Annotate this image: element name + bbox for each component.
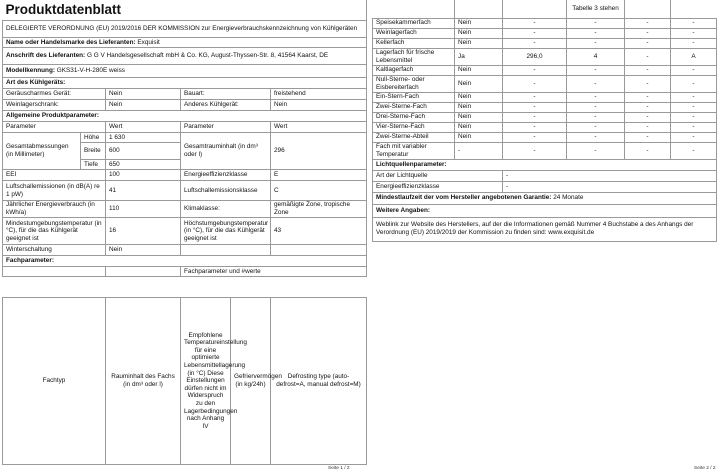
light-type-label: Art der Lichtquelle [373,170,503,181]
model-id: GKS31-V-H-280E weiss [56,67,125,75]
winter-mode-label: Winterschaltung [3,245,106,256]
other-appliance-label: Anderes Kühlgerät: [181,100,271,111]
compartment-volume: - [503,102,567,112]
value-header-2: Wert [271,122,367,133]
climate-class-value: gemäßigte Zone, tropische Zone [271,201,367,218]
compartment-temp: - [567,28,625,38]
compartment-freeze: - [625,28,671,38]
compartment-defrost: - [671,132,717,142]
compartment-present: Nein [455,102,503,112]
compartment-temp: - [567,65,625,75]
compartment-row [373,75,717,92]
compartment-row [373,92,717,102]
noise-class-label: Luftschallemissionsklasse [181,181,271,201]
compartment-temp: 4 [567,48,625,65]
compartment-freeze: - [625,38,671,48]
compartment-defrost: - [671,142,717,159]
supplier-name-row [3,38,367,48]
compartment-rows [373,18,717,159]
compartment-defrost: - [671,38,717,48]
design-value: freistehend [271,89,367,100]
compartment-freeze: - [625,122,671,132]
compartment-present: - [455,142,503,159]
compartment-freeze: - [625,75,671,92]
light-class-value: - [503,181,717,192]
compartment-present: Nein [455,112,503,122]
page-number-2: Seite 2 / 2 [694,466,716,471]
min-temp-label: Mindestumgebungstemperatur (in °C), für die das Kühlgerät geeignet ist [3,218,106,245]
compartment-defrost: - [671,18,717,28]
compartment-params-header: Fachparameter und #werte [181,267,367,277]
param-header-2: Parameter [181,122,271,133]
page-title: Produktdatenblatt [3,0,367,21]
height-value: 1 630 [106,133,181,143]
compartment-name: Drei-Sterne-Fach [373,112,455,122]
table-3-note: Tabelle 3 stehen [567,0,625,18]
width-value: 600 [106,143,181,160]
compartment-temp: - [567,92,625,102]
compartment-temp: - [567,112,625,122]
compartment-row [373,38,717,48]
compartment-row [373,65,717,75]
compartment-name: Zwei-Sterne-Fach [373,102,455,112]
height-label: Höhe [81,133,106,143]
compartment-temp: - [567,102,625,112]
compartment-present: Nein [455,132,503,142]
light-type-value: - [503,170,717,181]
compartment-defrost: A [671,48,717,65]
dimensions-label: Gesamtabmessungen (in Millimeter) [3,133,81,170]
warranty-row [373,192,717,204]
compartment-defrost: - [671,28,717,38]
compartment-volume: - [503,112,567,122]
min-temp-value: 16 [106,218,181,245]
col-recommended-temp: Empfohlene Temperatureinstellung für eine optimierte Lebensmittellagerung (in °C) Diese Einstellungen dürfen nicht im Widerspruch zu den Lagerbedingungen nach Anhang IV [181,298,231,465]
compartment-defrost: - [671,65,717,75]
compartment-defrost: - [671,122,717,132]
compartment-freeze: - [625,48,671,65]
eei-value: 100 [106,170,181,181]
model-label: Modellkennung: [6,67,55,75]
noise-class-value: C [271,181,367,201]
compartment-name: Ein-Stern-Fach [373,92,455,102]
product-data-sheet-page-1 [2,0,367,277]
depth-value: 650 [106,160,181,170]
appliance-type-heading: Art des Kühlgeräts: [3,78,367,89]
compartment-volume: 296,0 [503,48,567,65]
supplier-name-label: Name oder Handelsmarke des Lieferanten: [6,38,136,46]
product-data-sheet-page-2 [372,0,717,242]
wine-cabinet-label: Weinlagerschrank: [3,100,106,111]
compartment-defrost: - [671,102,717,112]
compartment-volume: - [503,92,567,102]
width-label: Breite [81,143,106,160]
compartment-present: Nein [455,75,503,92]
supplier-address: G G V Handelsgesellschaft mbH & Co. KG, August-Thyssen-Str. 8, 41564 Kaarst, DE [86,52,329,60]
compartment-row [373,142,717,159]
compartment-temp: - [567,18,625,28]
energy-class-value: E [271,170,367,181]
regulation-text: DELEGIERTE VERORDNUNG (EU) 2019/2016 DER KOMMISSION zur Energieverbrauchskennzeichnung von Kühlgeräten [3,21,367,38]
annual-energy-value: 110 [106,201,181,218]
design-label: Bauart: [181,89,271,100]
compartment-defrost: - [671,92,717,102]
more-info-heading: Weitere Angaben: [373,204,717,217]
compartment-volume: - [503,65,567,75]
compartment-row [373,112,717,122]
compartment-present: Nein [455,92,503,102]
compartment-temp: - [567,38,625,48]
compartment-header-table [2,297,367,465]
compartment-temp: - [567,122,625,132]
compartment-freeze: - [625,142,671,159]
noise-label: Luftschallemissionen (in dB(A) re 1 pW) [3,181,106,201]
weblink-text: Weblink zur Website des Herstellers, auf der die Informationen gemäß Nummer 4 Buchstabe a des Anhangs der Verordnung (EU) 2019/2019 der Kommission zu finden sind: [376,221,694,236]
light-source-heading: Lichtquellenparameter: [373,159,717,170]
compartment-volume: - [503,142,567,159]
compartment-volume: - [503,28,567,38]
warranty-value: 24 Monate [553,194,584,202]
max-temp-label: Höchstumgebungstemperatur (in °C), für die das Kühlgerät geeignet ist [181,218,271,245]
compartment-name: Kaltlagerfach [373,65,455,75]
compartment-row [373,18,717,28]
climate-class-label: Klimaklasse: [181,201,271,218]
page-number-1: Seite 1 / 2 [328,466,350,471]
compartment-name: Kellerfach [373,38,455,48]
compartment-volume: - [503,18,567,28]
compartment-defrost: - [671,75,717,92]
eei-label: EEI [3,170,106,181]
compartment-present: Nein [455,38,503,48]
value-header-1: Wert [106,122,181,133]
compartment-volume: - [503,132,567,142]
compartment-params-heading: Fachparameter: [3,256,367,267]
supplier-address-row [3,48,367,65]
compartment-temp: - [567,75,625,92]
total-volume-value: 296 [271,133,367,170]
compartment-name: Weinlagerfach [373,28,455,38]
compartment-freeze: - [625,65,671,75]
compartment-defrost: - [671,112,717,122]
warranty-label: Mindestlaufzeit der vom Hersteller angebotenen Garantie: [376,194,552,202]
supplier-address-label: Anschrift des Lieferanten: [6,52,86,60]
other-appliance-value: Nein [271,100,367,111]
compartment-name: Lagerfach für frische Lebensmittel [373,48,455,65]
supplier-name: Exquisit [137,38,160,46]
compartment-volume: - [503,38,567,48]
compartment-row [373,102,717,112]
annual-energy-label: Jährlicher Energieverbrauch (in kWh/a) [3,201,106,218]
compartment-name: Null-Sterne- oder Eisbereiterfach [373,75,455,92]
model-row [3,65,367,78]
compartment-freeze: - [625,92,671,102]
compartment-freeze: - [625,18,671,28]
compartment-row [373,48,717,65]
compartment-present: Nein [455,65,503,75]
winter-mode-value: Nein [106,245,181,256]
wine-cabinet-value: Nein [106,100,181,111]
weblink-url[interactable]: www.exquisit.de [548,229,595,236]
compartment-row [373,122,717,132]
compartment-freeze: - [625,132,671,142]
compartment-name: Vier-Sterne-Fach [373,122,455,132]
depth-label: Tiefe [81,160,106,170]
weblink-row [373,217,717,241]
col-compartment-type: Fachtyp [3,298,106,465]
compartment-present: Ja [455,48,503,65]
compartment-temp: - [567,142,625,159]
compartment-name: Zwei-Sterne-Abteil [373,132,455,142]
light-class-label: Energieeffizienzklasse [373,181,503,192]
compartment-name: Speisekammerfach [373,18,455,28]
compartment-volume: - [503,75,567,92]
param-header-1: Parameter [3,122,106,133]
compartment-volume: - [503,122,567,132]
total-volume-label: Gesamtrauminhalt (in dm³ oder l) [181,133,271,170]
compartment-name: Fach mit variabler Temperatur [373,142,455,159]
col-compartment-volume: Rauminhalt des Fachs (in dm³ oder l) [106,298,181,465]
compartment-freeze: - [625,102,671,112]
compartment-present: Nein [455,122,503,132]
quiet-value: Nein [106,89,181,100]
compartment-temp: - [567,132,625,142]
max-temp-value: 43 [271,218,367,245]
compartment-present: Nein [455,28,503,38]
compartment-row [373,132,717,142]
col-defrost-type: Defrosting type (auto-defrost=A, manual defrost=M) [271,298,367,465]
compartment-present: Nein [455,18,503,28]
noise-value: 41 [106,181,181,201]
compartment-freeze: - [625,112,671,122]
energy-class-label: Energieeffizienzklasse [181,170,271,181]
general-params-heading: Allgemeine Produktparameter: [3,111,367,122]
quiet-label: Geräuscharmes Gerät: [3,89,106,100]
col-freezing-capacity: Gefriervermögen (in kg/24h) [231,298,271,465]
compartment-row [373,28,717,38]
